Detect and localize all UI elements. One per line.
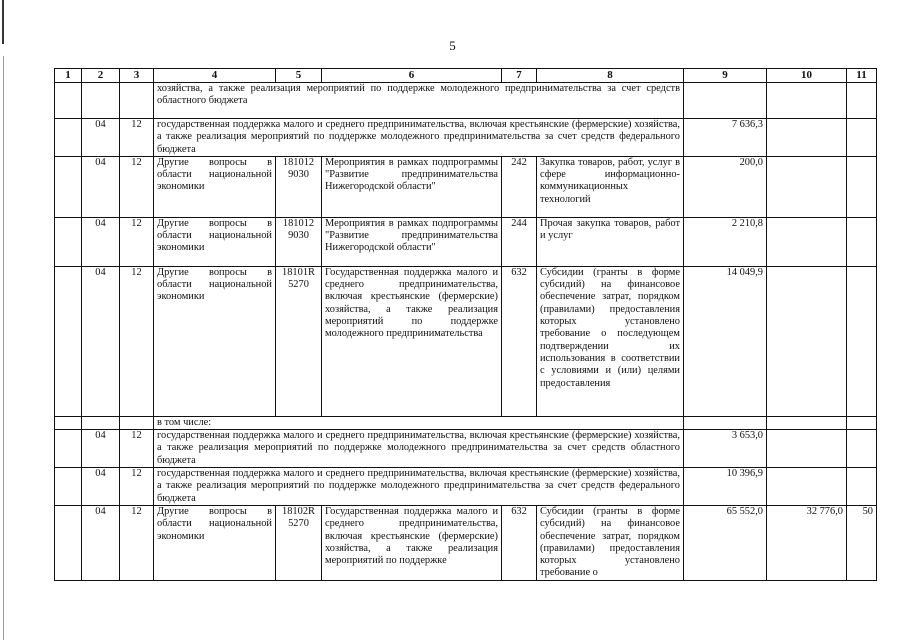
cell-c9: 2 210,8 [684,217,767,266]
cell-c11 [847,217,877,266]
cell-c9: 65 552,0 [684,505,767,580]
cell-c2: 04 [82,430,120,468]
cell-c9: 14 049,9 [684,266,767,416]
cell-c6: Мероприятия в рамках подпрограммы "Развитие предпринимательства Нижегородской области" [322,156,502,217]
cell-c10: 32 776,0 [767,505,847,580]
cell-c8: Субсидии (гранты в форме субсидий) на финансовое обеспечение затрат, порядком (правилами) предоставления которых установлено требование о последующем подтверждении их использования в соответствии с условиями и (или) целями предоставления [537,266,684,416]
cell-c5: 181012 9030 [276,217,322,266]
cell-text: государственная поддержка малого и среднего предпринимательства, включая крестьянские (фермерские) хозяйства, а также реализация мероприятий по поддержке молодежного предпринимательства за счет средств федерального бюджета [154,468,684,506]
cell-c3: 12 [120,505,154,580]
header-row [55,69,877,83]
cell-c3: 12 [120,217,154,266]
cell-c3 [120,83,154,119]
cell-c10 [767,83,847,119]
cell-text: в том числе: [154,416,684,429]
cell-c1 [55,83,82,119]
cell-c4: Другие вопросы в области национальной экономики [154,156,276,217]
left-margin-mark-bottom [3,56,4,640]
cell-c3: 12 [120,430,154,468]
cell-c9 [684,83,767,119]
table-body [55,69,877,581]
cell-c2: 04 [82,156,120,217]
col-header: 9 [684,69,767,83]
cell-c4: Другие вопросы в области национальной экономики [154,266,276,416]
cell-c10 [767,119,847,157]
col-header: 4 [154,69,276,83]
cell-c4: Другие вопросы в области национальной экономики [154,505,276,580]
cell-c2 [82,83,120,119]
cell-c11: 50 [847,505,877,580]
cell-c2: 04 [82,217,120,266]
cell-c6: Мероприятия в рамках подпрограммы "Развитие предпринимательства Нижегородской области" [322,217,502,266]
page-number: 5 [449,38,456,53]
cell-c7: 242 [502,156,537,217]
cell-c5: 18102R 5270 [276,505,322,580]
cell-c7: 632 [502,266,537,416]
col-header: 2 [82,69,120,83]
cell-c1 [55,217,82,266]
table-row [55,430,877,468]
cell-c6: Государственная поддержка малого и среднего предпринимательства, включая крестьянские (фермерские) хозяйства, а также реализация мероприятий по поддержке [322,505,502,580]
cell-c11 [847,119,877,157]
cell-c1 [55,416,82,429]
cell-c3: 12 [120,119,154,157]
col-header: 7 [502,69,537,83]
cell-c10 [767,468,847,506]
cell-c8: Закупка товаров, работ, услуг в сфере информационно-коммуникационных технологий [537,156,684,217]
cell-c9: 200,0 [684,156,767,217]
cell-c8: Субсидии (гранты в форме субсидий) на финансовое обеспечение затрат, порядком (правилами) предоставления которых установлено требование о [537,505,684,580]
cell-c1 [55,468,82,506]
budget-table [54,68,877,581]
cell-c1 [55,156,82,217]
table-row [55,156,877,217]
cell-c11 [847,156,877,217]
table-row [55,505,877,580]
cell-c1 [55,119,82,157]
col-header: 6 [322,69,502,83]
cell-c5: 18101R 5270 [276,266,322,416]
col-header: 8 [537,69,684,83]
table-row [55,83,877,119]
cell-c11 [847,83,877,119]
cell-text: государственная поддержка малого и среднего предпринимательства, включая крестьянские (фермерские) хозяйства, а также реализация мероприятий по поддержке молодежного предпринимательства за счет средств областного бюджета [154,430,684,468]
col-header: 5 [276,69,322,83]
col-header: 11 [847,69,877,83]
cell-c9: 10 396,9 [684,468,767,506]
table-row [55,119,877,157]
cell-c11 [847,416,877,429]
cell-c10 [767,430,847,468]
cell-c10 [767,416,847,429]
cell-c11 [847,468,877,506]
table-row [55,416,877,429]
cell-c10 [767,156,847,217]
cell-c3: 12 [120,468,154,506]
cell-c8: Прочая закупка товаров, работ и услуг [537,217,684,266]
col-header: 10 [767,69,847,83]
cell-c4: Другие вопросы в области национальной экономики [154,217,276,266]
cell-text: государственная поддержка малого и среднего предпринимательства, включая крестьянские (фермерские) хозяйства, а также реализация мероприятий по поддержке молодежного предпринимательства за счет средств федерального бюджета [154,119,684,157]
col-header: 1 [55,69,82,83]
cell-c10 [767,217,847,266]
cell-c11 [847,430,877,468]
cell-c6: Государственная поддержка малого и среднего предпринимательства, включая крестьянские (фермерские) хозяйства, а также реализация мероприятий по поддержке молодежного предпринимательства [322,266,502,416]
cell-c3 [120,416,154,429]
cell-c2: 04 [82,468,120,506]
col-header: 3 [120,69,154,83]
cell-c9: 7 636,3 [684,119,767,157]
cell-c2 [82,416,120,429]
cell-c2: 04 [82,505,120,580]
cell-c3: 12 [120,156,154,217]
cell-c7: 244 [502,217,537,266]
cell-c2: 04 [82,266,120,416]
cell-text: хозяйства, а также реализация мероприятий по поддержке молодежного предпринимательства за счет средств областного бюджета [154,83,684,119]
cell-c7: 632 [502,505,537,580]
cell-c9 [684,416,767,429]
cell-c1 [55,266,82,416]
cell-c11 [847,266,877,416]
cell-c1 [55,505,82,580]
table-row [55,266,877,416]
table-row [55,468,877,506]
cell-c9: 3 653,0 [684,430,767,468]
table-row [55,217,877,266]
cell-c3: 12 [120,266,154,416]
cell-c10 [767,266,847,416]
cell-c2: 04 [82,119,120,157]
cell-c1 [55,430,82,468]
cell-c5: 181012 9030 [276,156,322,217]
